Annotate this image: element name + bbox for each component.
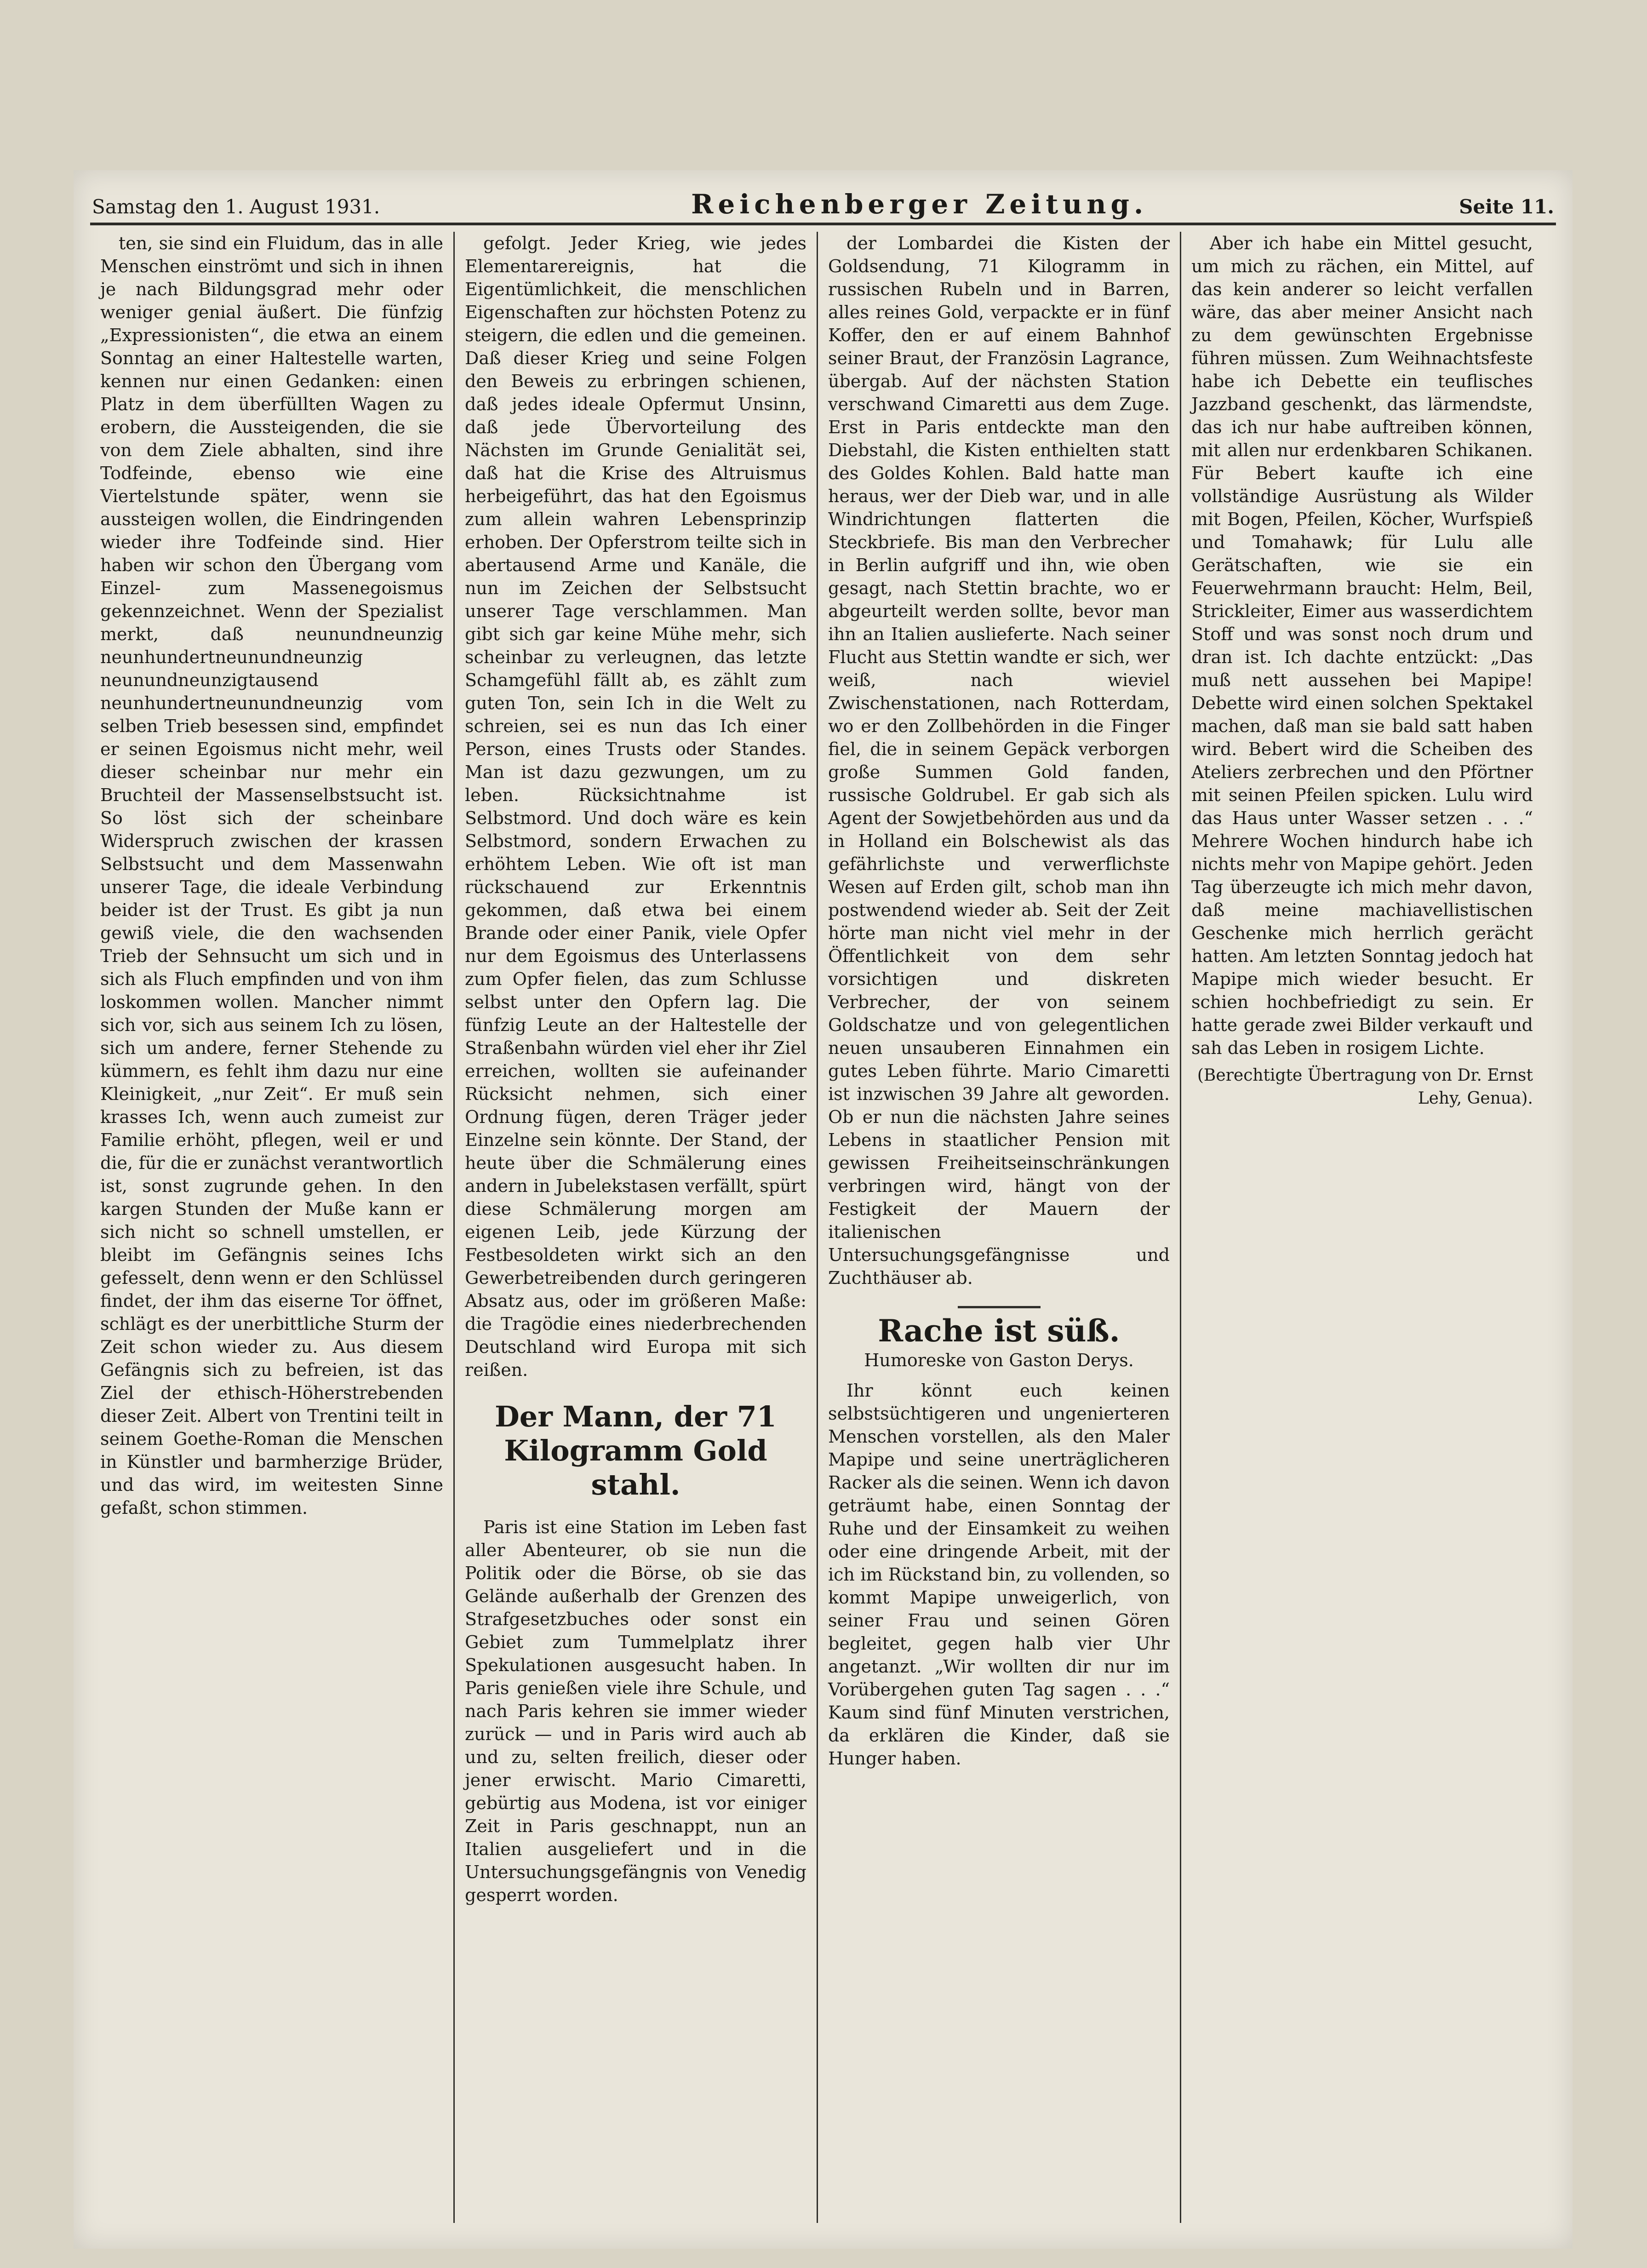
issue-date: Samstag den 1. August 1931.: [92, 195, 380, 218]
newspaper-title: Reichenberger Zeitung.: [691, 189, 1148, 220]
column-4-text: Aber ich habe ein Mittel gesucht, um mich zu rächen, ein Mittel, auf das kein anderer so leicht verfallen wäre, das aber meiner Ansicht nach zu dem gewünschten Ergebnisse führen müssen. Zum Weihnachtsfeste habe ich Debette ein teuflisches Jazzband geschenkt, das lärmendste, das ich nur habe auftreiben können, mit allen nur erdenkbaren Schikanen. Für Bebert kaufte ich eine vollständige Ausrüstung als Wilder mit Bogen, Pfeilen, Köcher, Wurfspieß und Tomahawk; für Lulu alle Gerätschaften, wie sie ein Feuerwehrmann braucht: Helm, Beil, Strickleiter, Eimer aus wasserdichtem Stoff und was sonst noch drum und dran ist. Ich dachte entzückt: „Das muß nett aussehen bei Mapipe! Debette wird einen solchen Spektakel machen, daß man sie bald satt haben wird. Bebert wird die Scheiben des Ateliers zerbrechen und den Pförtner mit seinen Pfeilen spicken. Lulu wird das Haus unter Wasser setzen . . .“ Mehrere Wochen hindurch habe ich nichts mehr von Mapipe gehört. Jeden Tag überzeugte ich mich mehr davon, daß meine machiavellistischen Geschenke mich herrlich gerächt hatten. Am letzten Sonntag jedoch hat Mapipe mich wieder besucht. Er schien hochbefriedigt zu sein. Er hatte gerade zwei Bilder verkauft und sah das Leben in rosigem Lichte.: [1191, 233, 1533, 1058]
translation-credit: (Berechtigte Übertragung von Dr. Ernst Lehy, Genua).: [1197, 1066, 1533, 1108]
column-2: [453, 232, 817, 2223]
article-byline: Humoreske von Gaston Derys.: [864, 1350, 1134, 1370]
article-rache-text: Ihr könnt euch keinen selbstsüchtigeren und ungenierteren Menschen vorstellen, als den Maler Mapipe und seine unerträglicheren Racker als die seinen. Wenn ich davon geträumt habe, einen Sonntag der Ruhe und der Einsamkeit zu weihen oder eine dringende Arbeit, mit der ich im Rückstand bin, zu vollenden, so kommt Mapipe unweigerlich, von seiner Frau und seinen Gören begleitet, gegen halb vier Uhr angetanzt. „Wir wollten dir nur im Vorübergehen guten Tag sagen . . .“ Kaum sind fünf Minuten verstrichen, da erklären die Kinder, daß sie Hunger haben.: [828, 1380, 1170, 1769]
article-gold-text: Paris ist eine Station im Leben fast aller Abenteurer, ob sie nun die Politik oder die Börse, ob sie das Gelände außerhalb der Grenzen des Strafgesetzbuches oder sonst ein Gebiet zum Tummelplatz ihrer Spekulationen ausgesucht haben. In Paris genießen viele ihre Schule, und nach Paris kehren sie immer wieder zurück — und in Paris wird auch ab und zu, selten freilich, dieser oder jener erwischt. Mario Cimaretti, gebürtig aus Modena, ist vor einiger Zeit in Paris geschnappt, nun an Italien ausgeliefert und in die Untersuchungsgefängnis von Venedig gesperrt worden.: [465, 1517, 806, 1905]
article-headline-gold: Der Mann, der 71 Kilogramm Gold stahl.: [495, 1400, 777, 1501]
page-header: [90, 189, 1556, 225]
newspaper-page: [74, 170, 1573, 2249]
column-3-text: der Lombardei die Kisten der Goldsendung, 71 Kilogramm in russischen Rubeln und in Barren, alles reines Gold, verpackte er in fünf Koffer, den er auf einem Bahnhof seiner Braut, der Französin Lagrance, übergab. Auf der nächsten Station verschwand Cimaretti aus dem Zuge. Erst in Paris entdeckte man den Diebstahl, die Kisten enthielten statt des Goldes Kohlen. Bald hatte man heraus, wer der Dieb war, und in alle Windrichtungen flatterten die Steckbriefe. Bis man den Verbrecher in Berlin aufgriff und ihn, wie oben gesagt, nach Stettin brachte, wo er abgeurteilt werden sollte, bevor man ihn an Italien auslieferte. Nach seiner Flucht aus Stettin wandte er sich, wer weiß, nach wieviel Zwischenstationen, nach Rotterdam, wo er den Zollbehörden in die Finger fiel, die in seinem Gepäck verborgen große Summen Gold fanden, russische Goldrubel. Er gab sich als Agent der Sowjetbehörden aus und da in Holland ein Bolschewist als das gefährlichste und verwerflichste Wesen auf Erden gilt, schob man ihn postwendend wieder ab. Seit der Zeit hörte man nicht viel mehr in der Öffentlichkeit von dem sehr vorsichtigen und diskreten Verbrecher, der von seinem Goldschatze und von gelegentlichen neuen unsauberen Einnahmen ein gutes Leben führte. Mario Cimaretti ist inzwischen 39 Jahre alt geworden. Ob er nun die nächsten Jahre seines Lebens in staatlicher Pension mit gewissen Freiheitseinschränkungen verbringen wird, hängt von der Festigkeit der Mauern der italienischen Untersuchungsgefängnisse und Zuchthäuser ab.: [828, 233, 1170, 1288]
section-divider: [958, 1306, 1041, 1308]
column-4: [1180, 232, 1543, 2223]
article-headline-rache: Rache ist süß.: [878, 1313, 1120, 1349]
column-3: [817, 232, 1180, 2223]
page-number: Seite 11.: [1459, 195, 1554, 218]
article-columns: [90, 232, 1556, 2223]
column-1-text: ten, sie sind ein Fluidum, das in alle Menschen einströmt und sich in ihnen je nach Bildungsgrad mehr oder weniger genial äußert. Die fünfzig „Expressionisten“, die etwa an einem Sonntag an einer Haltestelle warten, kennen nur einen Gedanken: einen Platz in dem überfüllten Wagen zu erobern, die Aussteigenden, die sie von dem Ziele abhalten, sind ihre Todfeinde, ebenso wie eine Viertelstunde später, wenn sie aussteigen wollen, die Eindringenden wieder ihre Todfeinde sind. Hier haben wir schon den Übergang vom Einzel- zum Massenegoismus gekennzeichnet. Wenn der Spezialist merkt, daß neunundneunzig neunhundertneunundneunzig neunundneunzigtausend neunhundertneunundneunzig vom selben Trieb besessen sind, empfindet er seinen Egoismus nicht mehr, weil dieser scheinbar nur mehr ein Bruchteil der Massenselbstsucht ist. So löst sich der scheinbare Widerspruch zwischen der krassen Selbstsucht und dem Massenwahn unserer Tage, die ideale Verbindung beider ist der Trust. Es gibt ja nun gewiß viele, die den wachsenden Trieb der Sehnsucht um sich und in sich als Fluch empfinden und von ihm loskommen wollen. Mancher nimmt sich vor, sich aus seinem Ich zu lösen, sich um andere, ferner Stehende zu kümmern, es fehlt ihm dazu nur eine Kleinigkeit, „nur Zeit“. Er muß sein krasses Ich, wenn auch zumeist zur Familie erhöht, pflegen, weil er und die, für die er zunächst verantwortlich ist, sonst zugrunde gehen. In den kargen Stunden der Muße kann er sich nicht so schnell umstellen, er bleibt im Gefängnis seines Ichs gefesselt, denn wenn er den Schlüssel findet, der ihm das eiserne Tor öffnet, schlägt es der unerbittliche Sturm der Zeit schon wieder zu. Aus diesem Gefängnis sich zu befreien, ist das Ziel der ethisch-Höherstrebenden dieser Zeit. Albert von Trentini teilt in seinem Goethe-Roman die Menschen in Künstler und barmherzige Brüder, und das wird, im weitesten Sinne gefaßt, schon stimmen.: [100, 233, 443, 1518]
column-2-text: gefolgt. Jeder Krieg, wie jedes Elementarereignis, hat die Eigentümlichkeit, die menschlichen Eigenschaften zur höchsten Potenz zu steigern, die edlen und die gemeinen. Daß dieser Krieg und seine Folgen den Beweis zu erbringen schienen, daß jedes ideale Opfermut Unsinn, daß jede Übervorteilung des Nächsten im Grunde Genialität sei, daß hat die Krise des Altruismus herbeigeführt, das hat den Egoismus zum allein wahren Lebensprinzip erhoben. Der Opferstrom teilte sich in abertausend Arme und Kanäle, die nun im Zeichen der Selbstsucht unserer Tage verschlammen. Man gibt sich gar keine Mühe mehr, sich scheinbar zu verleugnen, das letzte Schamgefühl fällt ab, es zählt zum guten Ton, sein Ich in die Welt zu schreien, sei es nun das Ich einer Person, eines Trusts oder Standes. Man ist dazu gezwungen, um zu leben. Rücksichtnahme ist Selbstmord. Und doch wäre es kein Selbstmord, sondern Erwachen zu erhöhtem Leben. Wie oft ist man rückschauend zur Erkenntnis gekommen, daß etwa bei einem Brande oder einer Panik, viele Opfer nur dem Egoismus des Unterlassens zum Opfer fielen, das zum Schlusse selbst unter den Opfern lag. Die fünfzig Leute an der Haltestelle der Straßenbahn würden viel eher ihr Ziel erreichen, wollten sie aufeinander Rücksicht nehmen, sich einer Ordnung fügen, deren Träger jeder Einzelne sein könnte. Der Stand, der heute über die Schmälerung eines andern in Jubelekstasen verfällt, spürt diese Schmälerung morgen am eigenen Leib, jede Kürzung der Festbesoldeten wirkt sich an den Gewerbetreibenden durch geringeren Absatz aus, oder im größeren Maße: die Tragödie eines niederbrechenden Deutschland wird Europa mit sich reißen.: [465, 233, 806, 1380]
column-1: [90, 232, 453, 2223]
